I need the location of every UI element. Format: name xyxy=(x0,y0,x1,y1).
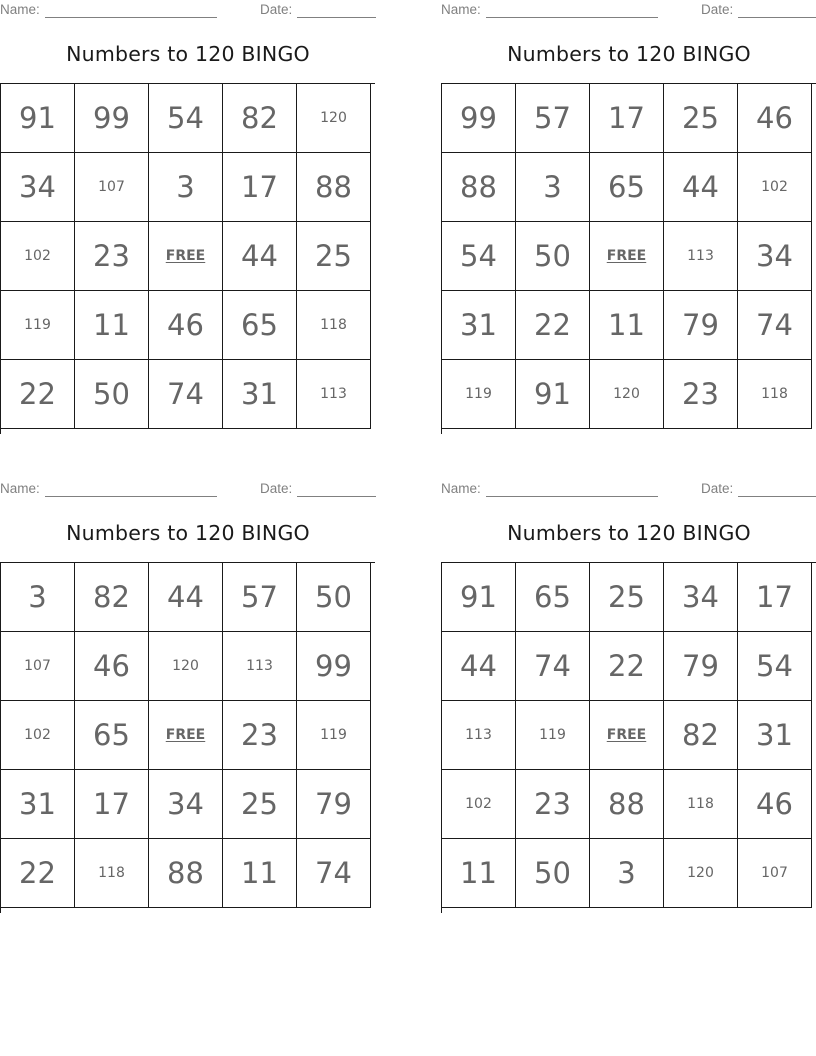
bingo-cell: 113 xyxy=(223,632,297,701)
bingo-cell: 22 xyxy=(1,839,75,908)
bingo-cell: 50 xyxy=(297,563,371,632)
bingo-cell: 82 xyxy=(75,563,149,632)
bingo-cell: 54 xyxy=(442,222,516,291)
bingo-grid xyxy=(441,83,816,434)
bingo-cell: 31 xyxy=(442,291,516,360)
card-header xyxy=(0,481,376,499)
bingo-cell: 50 xyxy=(75,360,149,429)
date-blank-line xyxy=(738,17,816,18)
bingo-card xyxy=(441,0,816,436)
bingo-cell: 65 xyxy=(75,701,149,770)
card-header xyxy=(441,481,816,499)
bingo-cell: 44 xyxy=(664,153,738,222)
bingo-cell: 107 xyxy=(738,839,812,908)
bingo-cell: 3 xyxy=(149,153,223,222)
bingo-cell: 3 xyxy=(1,563,75,632)
bingo-cell: 22 xyxy=(590,632,664,701)
bingo-cell: 99 xyxy=(75,84,149,153)
bingo-cell: 11 xyxy=(223,839,297,908)
date-blank-line xyxy=(297,17,376,18)
bingo-grid xyxy=(0,562,375,913)
bingo-cell: 88 xyxy=(590,770,664,839)
bingo-cell: 88 xyxy=(297,153,371,222)
bingo-cell: 113 xyxy=(297,360,371,429)
bingo-cell: 88 xyxy=(149,839,223,908)
name-label: Name: xyxy=(441,481,481,496)
bingo-cell: 34 xyxy=(664,563,738,632)
bingo-cell: 25 xyxy=(297,222,371,291)
bingo-cell: 113 xyxy=(664,222,738,291)
bingo-cell: 46 xyxy=(149,291,223,360)
bingo-cell: 17 xyxy=(590,84,664,153)
bingo-cell: 107 xyxy=(1,632,75,701)
bingo-cell: 11 xyxy=(442,839,516,908)
bingo-cell: 113 xyxy=(442,701,516,770)
bingo-cell: 65 xyxy=(516,563,590,632)
bingo-cell: 118 xyxy=(738,360,812,429)
bingo-cell: 118 xyxy=(75,839,149,908)
bingo-card xyxy=(441,479,816,915)
bingo-cell: 119 xyxy=(1,291,75,360)
bingo-cell: 120 xyxy=(590,360,664,429)
card-header xyxy=(441,2,816,20)
bingo-cell: 34 xyxy=(1,153,75,222)
bingo-cell: 46 xyxy=(738,84,812,153)
bingo-cell: 119 xyxy=(516,701,590,770)
bingo-cell: 74 xyxy=(149,360,223,429)
bingo-cell: 65 xyxy=(223,291,297,360)
name-blank-line xyxy=(45,496,217,497)
card-title: Numbers to 120 BINGO xyxy=(507,521,751,545)
bingo-cell: 82 xyxy=(223,84,297,153)
bingo-grid xyxy=(441,562,816,913)
bingo-cell: 22 xyxy=(1,360,75,429)
bingo-cell: 50 xyxy=(516,839,590,908)
bingo-cell: 99 xyxy=(442,84,516,153)
bingo-card xyxy=(0,479,376,915)
date-blank-line xyxy=(297,496,376,497)
date-label: Date: xyxy=(701,2,734,17)
bingo-cell: 118 xyxy=(297,291,371,360)
name-blank-line xyxy=(486,496,658,497)
bingo-cell: 91 xyxy=(516,360,590,429)
bingo-cell: 11 xyxy=(590,291,664,360)
bingo-cell: 102 xyxy=(1,222,75,291)
date-label: Date: xyxy=(260,2,293,17)
bingo-cell: 79 xyxy=(297,770,371,839)
bingo-cell: 31 xyxy=(738,701,812,770)
bingo-cell: 57 xyxy=(223,563,297,632)
bingo-cell: 34 xyxy=(738,222,812,291)
name-label: Name: xyxy=(0,481,40,496)
bingo-grid xyxy=(0,83,375,434)
bingo-cell: 91 xyxy=(1,84,75,153)
bingo-cell: 17 xyxy=(223,153,297,222)
bingo-cell: 57 xyxy=(516,84,590,153)
bingo-cell: 118 xyxy=(664,770,738,839)
name-label: Name: xyxy=(0,2,40,17)
bingo-cell: 17 xyxy=(738,563,812,632)
bingo-cell: 74 xyxy=(297,839,371,908)
bingo-cell: 3 xyxy=(516,153,590,222)
bingo-cell: 11 xyxy=(75,291,149,360)
bingo-cell: 107 xyxy=(75,153,149,222)
date-label: Date: xyxy=(701,481,734,496)
bingo-cell: 25 xyxy=(590,563,664,632)
bingo-cell: 44 xyxy=(442,632,516,701)
bingo-cell: 23 xyxy=(664,360,738,429)
free-space: FREE xyxy=(149,222,223,291)
bingo-cell: 99 xyxy=(297,632,371,701)
bingo-cell: 91 xyxy=(442,563,516,632)
bingo-cell: 46 xyxy=(738,770,812,839)
card-title: Numbers to 120 BINGO xyxy=(66,42,310,66)
bingo-cell: 25 xyxy=(223,770,297,839)
bingo-cell: 44 xyxy=(149,563,223,632)
free-space: FREE xyxy=(149,701,223,770)
bingo-cell: 50 xyxy=(516,222,590,291)
free-space: FREE xyxy=(590,222,664,291)
bingo-card xyxy=(0,0,376,436)
bingo-cell: 25 xyxy=(664,84,738,153)
bingo-cell: 119 xyxy=(297,701,371,770)
bingo-cell: 102 xyxy=(1,701,75,770)
card-title: Numbers to 120 BINGO xyxy=(507,42,751,66)
bingo-cell: 54 xyxy=(149,84,223,153)
name-blank-line xyxy=(486,17,658,18)
bingo-cell: 31 xyxy=(1,770,75,839)
bingo-cell: 23 xyxy=(75,222,149,291)
free-space: FREE xyxy=(590,701,664,770)
bingo-cell: 44 xyxy=(223,222,297,291)
bingo-cell: 74 xyxy=(516,632,590,701)
bingo-cell: 3 xyxy=(590,839,664,908)
date-blank-line xyxy=(738,496,816,497)
bingo-cell: 82 xyxy=(664,701,738,770)
date-label: Date: xyxy=(260,481,293,496)
bingo-cell: 22 xyxy=(516,291,590,360)
name-label: Name: xyxy=(441,2,481,17)
bingo-cell: 65 xyxy=(590,153,664,222)
bingo-cell: 31 xyxy=(223,360,297,429)
bingo-cell: 102 xyxy=(738,153,812,222)
bingo-cell: 74 xyxy=(738,291,812,360)
bingo-cell: 79 xyxy=(664,632,738,701)
card-title: Numbers to 120 BINGO xyxy=(66,521,310,545)
bingo-cell: 120 xyxy=(297,84,371,153)
bingo-cell: 120 xyxy=(664,839,738,908)
bingo-cell: 88 xyxy=(442,153,516,222)
bingo-cell: 17 xyxy=(75,770,149,839)
bingo-cell: 79 xyxy=(664,291,738,360)
bingo-cell: 23 xyxy=(223,701,297,770)
bingo-cell: 119 xyxy=(442,360,516,429)
bingo-cell: 23 xyxy=(516,770,590,839)
bingo-cell: 34 xyxy=(149,770,223,839)
bingo-cell: 54 xyxy=(738,632,812,701)
name-blank-line xyxy=(45,17,217,18)
bingo-cell: 102 xyxy=(442,770,516,839)
card-header xyxy=(0,2,376,20)
bingo-cell: 46 xyxy=(75,632,149,701)
bingo-cell: 120 xyxy=(149,632,223,701)
